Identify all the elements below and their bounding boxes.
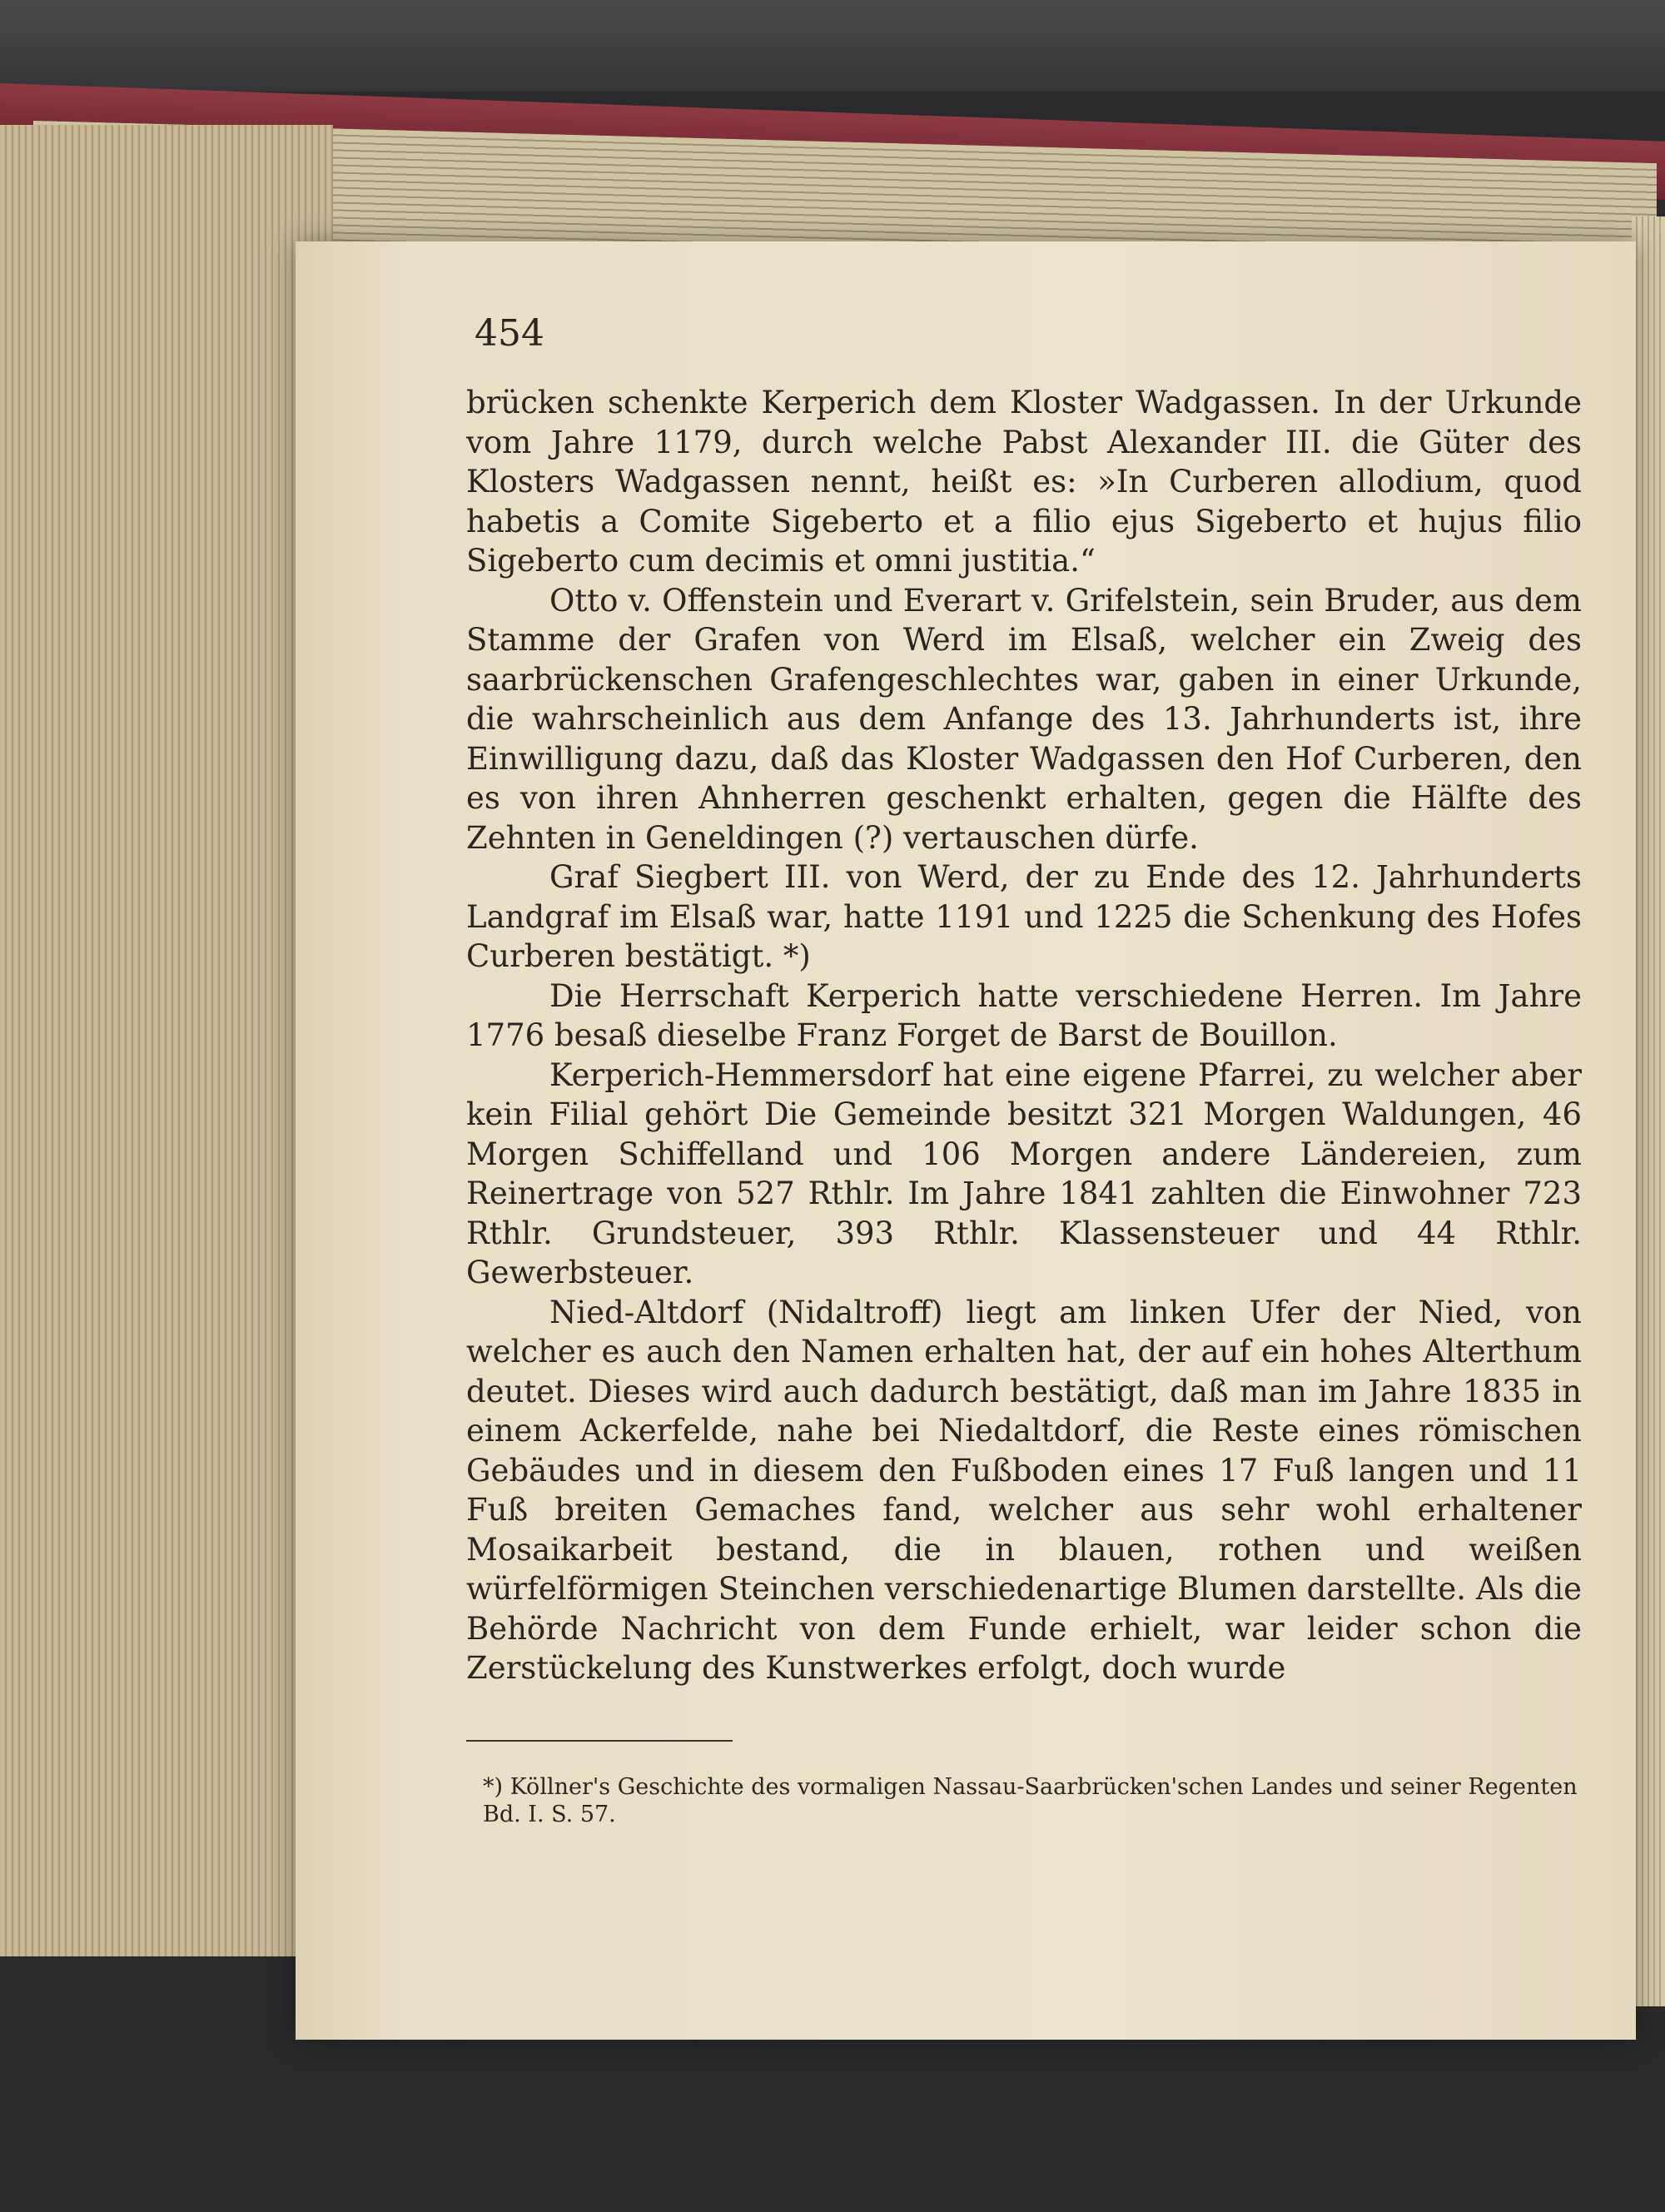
paragraph-1: brücken schenkte Kerperich dem Kloster Wadgassen. In der Urkunde vom Jahre 1179, durch welche Pabst Alexander III. die Güter des Klosters Wadgassen nennt, heißt es: »In Curberen allodium, quod habetis a Comite Sigeberto et a filio ejus Sigeberto et hujus filio Sigeberto cum decimis et omni justitia.“ (466, 385, 1582, 579)
paragraph-4: Die Herrschaft Kerperich hatte verschiedene Herren. Im Jahre 1776 besaß dieselbe Franz Forget de Barst de Bouillon. (466, 977, 1582, 1053)
paragraph-5: Kerperich-Hemmersdorf hat eine eigene Pfarrei, zu welcher aber kein Filial gehört Die Gemeinde besitzt 321 Morgen Waldungen, 46 Morgen Schiffelland und 106 Morgen andere Ländereien, zum Reinertrage von 527 Rthlr. Im Jahre 1841 zahlten die Einwohner 723 Rthlr. Grundsteuer, 393 Rthlr. Klassensteuer und 44 Rthlr. Gewerbsteuer. (466, 1056, 1582, 1290)
paragraph-3: Graf Siegbert III. von Werd, der zu Ende des 12. Jahrhunderts Landgraf im Elsaß war, hatte 1191 und 1225 die Schenkung des Hofes Curberen bestätigt. *) (466, 859, 1582, 974)
page-edges-right (1632, 216, 1665, 2006)
body-text (466, 383, 1582, 1688)
page-edges-left (0, 125, 333, 1956)
background-top (0, 0, 1665, 92)
footnote-divider (466, 1740, 733, 1742)
page-number: 454 (475, 312, 544, 355)
paragraph-2: Otto v. Offenstein und Everart v. Grifelstein, sein Bruder, aus dem Stamme der Grafen von Werd im Elsaß, welcher ein Zweig des saarbrückenschen Grafengeschlechtes war, gaben in einer Urkunde, die wahrscheinlich aus dem Anfange des 13. Jahrhunderts ist, ihre Einwilligung dazu, daß das Kloster Wadgassen den Hof Curberen, den es von ihren Ahnherren geschenkt erhalten, gegen die Hälfte des Zehnten in Geneldingen (?) vertauschen dürfe. (466, 582, 1582, 856)
footnote: *) Köllner's Geschichte des vormaligen Nassau-Saarbrücken'schen Landes und seiner Regenten Bd. I. S. 57. (483, 1774, 1578, 1827)
paragraph-6: Nied-Altdorf (Nidaltroff) liegt am linken Ufer der Nied, von welcher es auch den Namen erhalten hat, der auf ein hohes Alterthum deutet. Dieses wird auch dadurch bestätigt, daß man im Jahre 1835 in einem Ackerfelde, nahe bei Niedaltdorf, die Reste eines römischen Gebäudes und in diesem den Fußboden eines 17 Fuß langen und 11 Fuß breiten Gemaches fand, welcher aus sehr wohl erhaltener Mosaikarbeit bestand, die in blauen, rothen und weißen würfelförmigen Steinchen verschiedenartige Blumen darstellte. Als die Behörde Nachricht von dem Funde erhielt, war leider schon die Zerstückelung des Kunstwerkes erfolgt, doch wurde (466, 1294, 1582, 1686)
